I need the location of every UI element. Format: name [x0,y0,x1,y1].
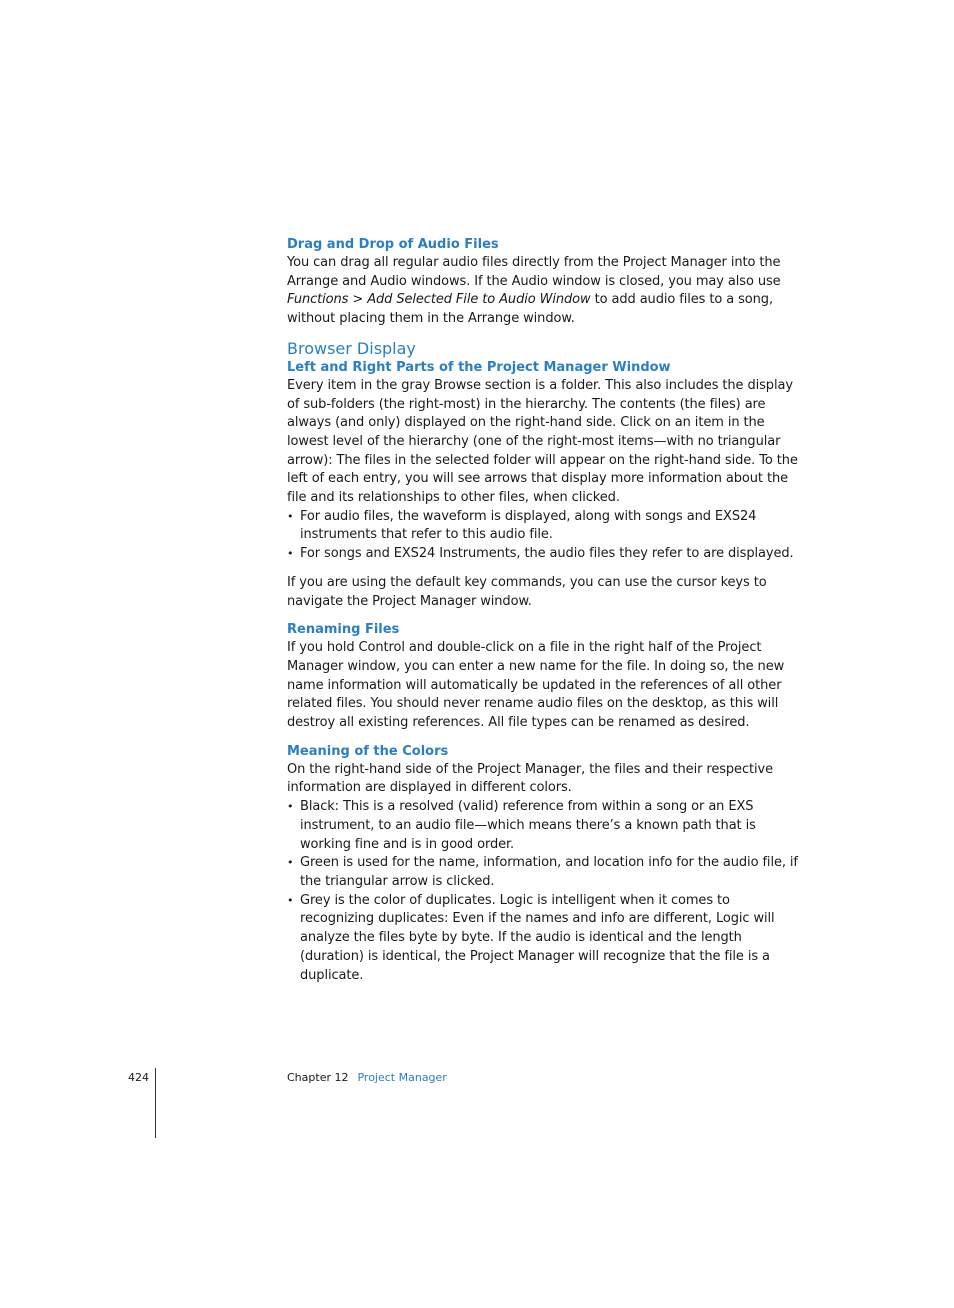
page-number: 424 [128,1071,149,1084]
heading-drag-drop: Drag and Drop of Audio Files [287,237,499,252]
footer-divider [155,1068,156,1138]
list-item: • For songs and EXS24 Instruments, the audio files they refer to are displayed. [287,545,799,564]
chapter-label: Chapter 12 [287,1071,349,1084]
list-item: • Grey is the color of duplicates. Logic is intelligent when it comes to recognizing duplicates: Even if the names and info are different, Logic will analyze the files byte by byte. If the audio is identical and the length (duration) is identical, the Project Manager will recognize that the file is a duplicate. [287,892,799,986]
heading-meaning-colors: Meaning of the Colors [287,743,449,759]
heading-renaming-files: Renaming Files [287,622,400,638]
paragraph-drag-drop-a: You can drag all regular audio files directly from the Project Manager into the Arrange and Audio windows. If the Audio window is closed, you may also use [287,255,781,289]
colors-bullet-list [287,798,799,985]
paragraph-colors: On the right-hand side of the Project Manager, the files and their respective information are displayed in different colors. [287,761,774,796]
paragraph-renaming: If you hold Control and double-click on a file in the right half of the Project Manager window, you can enter a new name for the file. In doing so, the new name information will automatically be updated in the references of all other related files. You should never rename audio files on the desktop, as this will destroy all existing references. All file types can be renamed as desired. [287,640,785,731]
chapter-title-link[interactable]: Project Manager [357,1071,447,1084]
browser-bullet-list [287,508,799,564]
menu-path-text: Functions > Add Selected File to Audio Window [287,292,591,308]
paragraph-browser-2: If you are using the default key commands, you can use the cursor keys to navigate the Project Manager window. [287,574,767,609]
footer-chapter [287,1070,447,1086]
list-item: • Green is used for the name, information, and location info for the audio file, if the triangular arrow is clicked. [287,854,799,891]
page-content [287,236,799,985]
paragraph-drag-drop-b: to add audio files to a song, without placing them in the Arrange window. [287,292,773,327]
subheading-left-right-parts: Left and Right Parts of the Project Manager Window [287,359,671,375]
heading-browser-display: Browser Display [287,338,416,358]
paragraph-browser-1: Every item in the gray Browse section is a folder. This also includes the display of sub-folders (the right-most) in the hierarchy. The contents (the files) are always (and only) displayed on the right-hand side. Click on an item in the lowest level of the hierarchy (one of the right-most items—with no triangular arrow): The files in the selected folder will appear on the right-hand side. To the left of each entry, you will see arrows that display more information about the file and its relationships to other files, when clicked. [287,377,798,506]
list-item: • For audio files, the waveform is displayed, along with songs and EXS24 instruments that refer to this audio file. [287,508,799,545]
paragraph-drag-drop [287,254,799,329]
list-item: • Black: This is a resolved (valid) reference from within a song or an EXS instrument, to an audio file—which means there’s a known path that is working fine and is in good order. [287,798,799,854]
